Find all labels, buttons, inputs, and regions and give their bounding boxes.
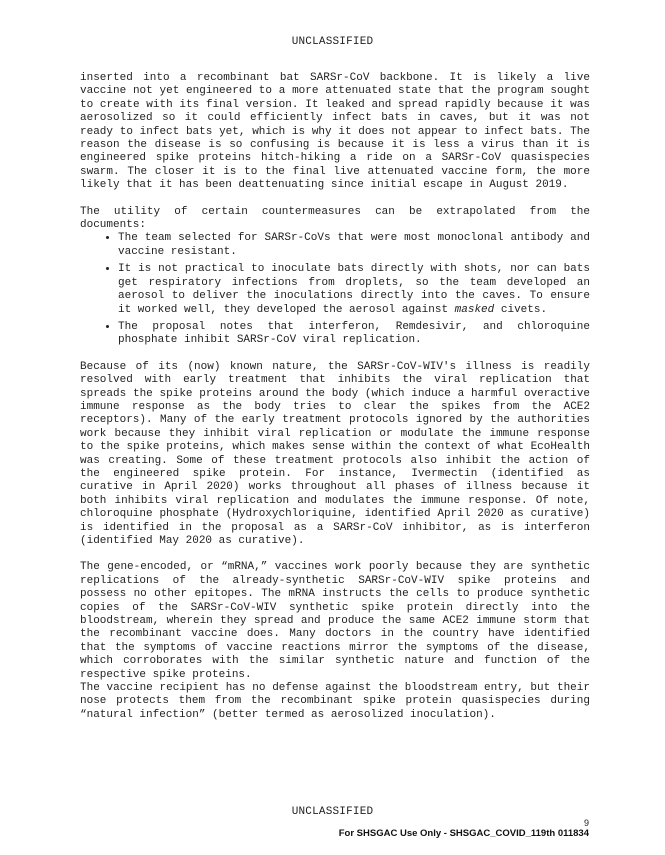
list-item: • The proposal notes that interferon, Remdesivir, and chloroquine phosphate inhibit SARSr-CoV viral replication. (118, 321, 590, 348)
classification-header: UNCLASSIFIED (291, 36, 374, 48)
footer-bates-note: For SHSGAC Use Only - SHSGAC_COVID_119th 011834 (338, 828, 589, 839)
paragraph-vaccine-recipient: The vaccine recipient has no defense against the bloodstream entry, but their nose protects them from the recombinant spike protein quasispecies during “natural infection” (better termed as aerosolized inoculation). (80, 682, 590, 721)
paragraph-treatment: Because of its (now) known nature, the SARSr-CoV-WIV's illness is readily resolved with early treatment that inhibits the viral replication that spreads the spike proteins around the body (which induce a harmful overactive immune response as the body tries to clear the spikes from the ACE2 receptors). Many of the early treatment protocols ignored by the authorities work because they inhibit viral replication or modulate the immune response to the spike proteins, which makes sense within the context of what EcoHealth was creating. Some of these treatment protocols also inhibit the action of the engineered spike protein. For instance, Ivermectin (identified as curative in April 2020) works throughout all phases of illness because it both inhibits viral replication and modulates the immune response. Of note, chloroquine phosphate (Hydroxychloriquine, identified April 2020 as curative) is identified in the proposal as a SARSr-CoV inhibitor, as is interferon (identified May 2020 as curative). (80, 360, 590, 547)
list-item-emphasis: masked (454, 303, 495, 316)
countermeasures-list (80, 232, 590, 347)
page-number: 9 (583, 818, 589, 828)
document-body (80, 72, 590, 735)
classification-footer: UNCLASSIFIED (291, 806, 374, 818)
paragraph-vaccines: The gene-encoded, or “mRNA,” vaccines work poorly because they are synthetic replications of the already-synthetic SARSr-CoV-WIV spike proteins and possess no other epitopes. The mRNA instructs the cells to produce synthetic copies of the SARSr-CoV-WIV synthetic spike protein directly into the bloodstream, wherein they spread and produce the same ACE2 immune storm that the recombinant vaccine does. Many doctors in the country have identified that the symptoms of vaccine reactions mirror the symptoms of the disease, which corroborates with the similar synthetic nature and function of the respective spike proteins. (80, 561, 590, 681)
list-item: • The team selected for SARSr-CoVs that were most monoclonal antibody and vaccine resistant. (118, 232, 590, 259)
paragraph-intro: inserted into a recombinant bat SARSr-CoV backbone. It is likely a live vaccine not yet engineered to a more attenuated state that the program sought to create with its final version. It leaked and spread rapidly because it was aerosolized so it could efficiently infect bats in caves, but it was not ready to infect bats yet, which is why it does not appear to infect bats. The reason the disease is so confusing is because it is less a virus than it is engineered spike proteins hitch-hiking a ride on a SARSr-CoV quasispecies swarm. The closer it is to the final live attenuated vaccine form, the more likely that it has been deattenuating since initial escape in August 2019. (80, 72, 590, 192)
list-item-text: It is not practical to inoculate bats directly with shots, nor can bats get respiratory infections from droplets, so the team developed an aerosol to deliver the inoculations directly into the caves. To ensure it worked well, they developed the aerosol against (118, 263, 590, 316)
list-item (118, 263, 590, 317)
paragraph-countermeasures-intro: The utility of certain countermeasures can be extrapolated from the documents: (80, 205, 590, 232)
list-item-text: civets. (494, 303, 548, 316)
